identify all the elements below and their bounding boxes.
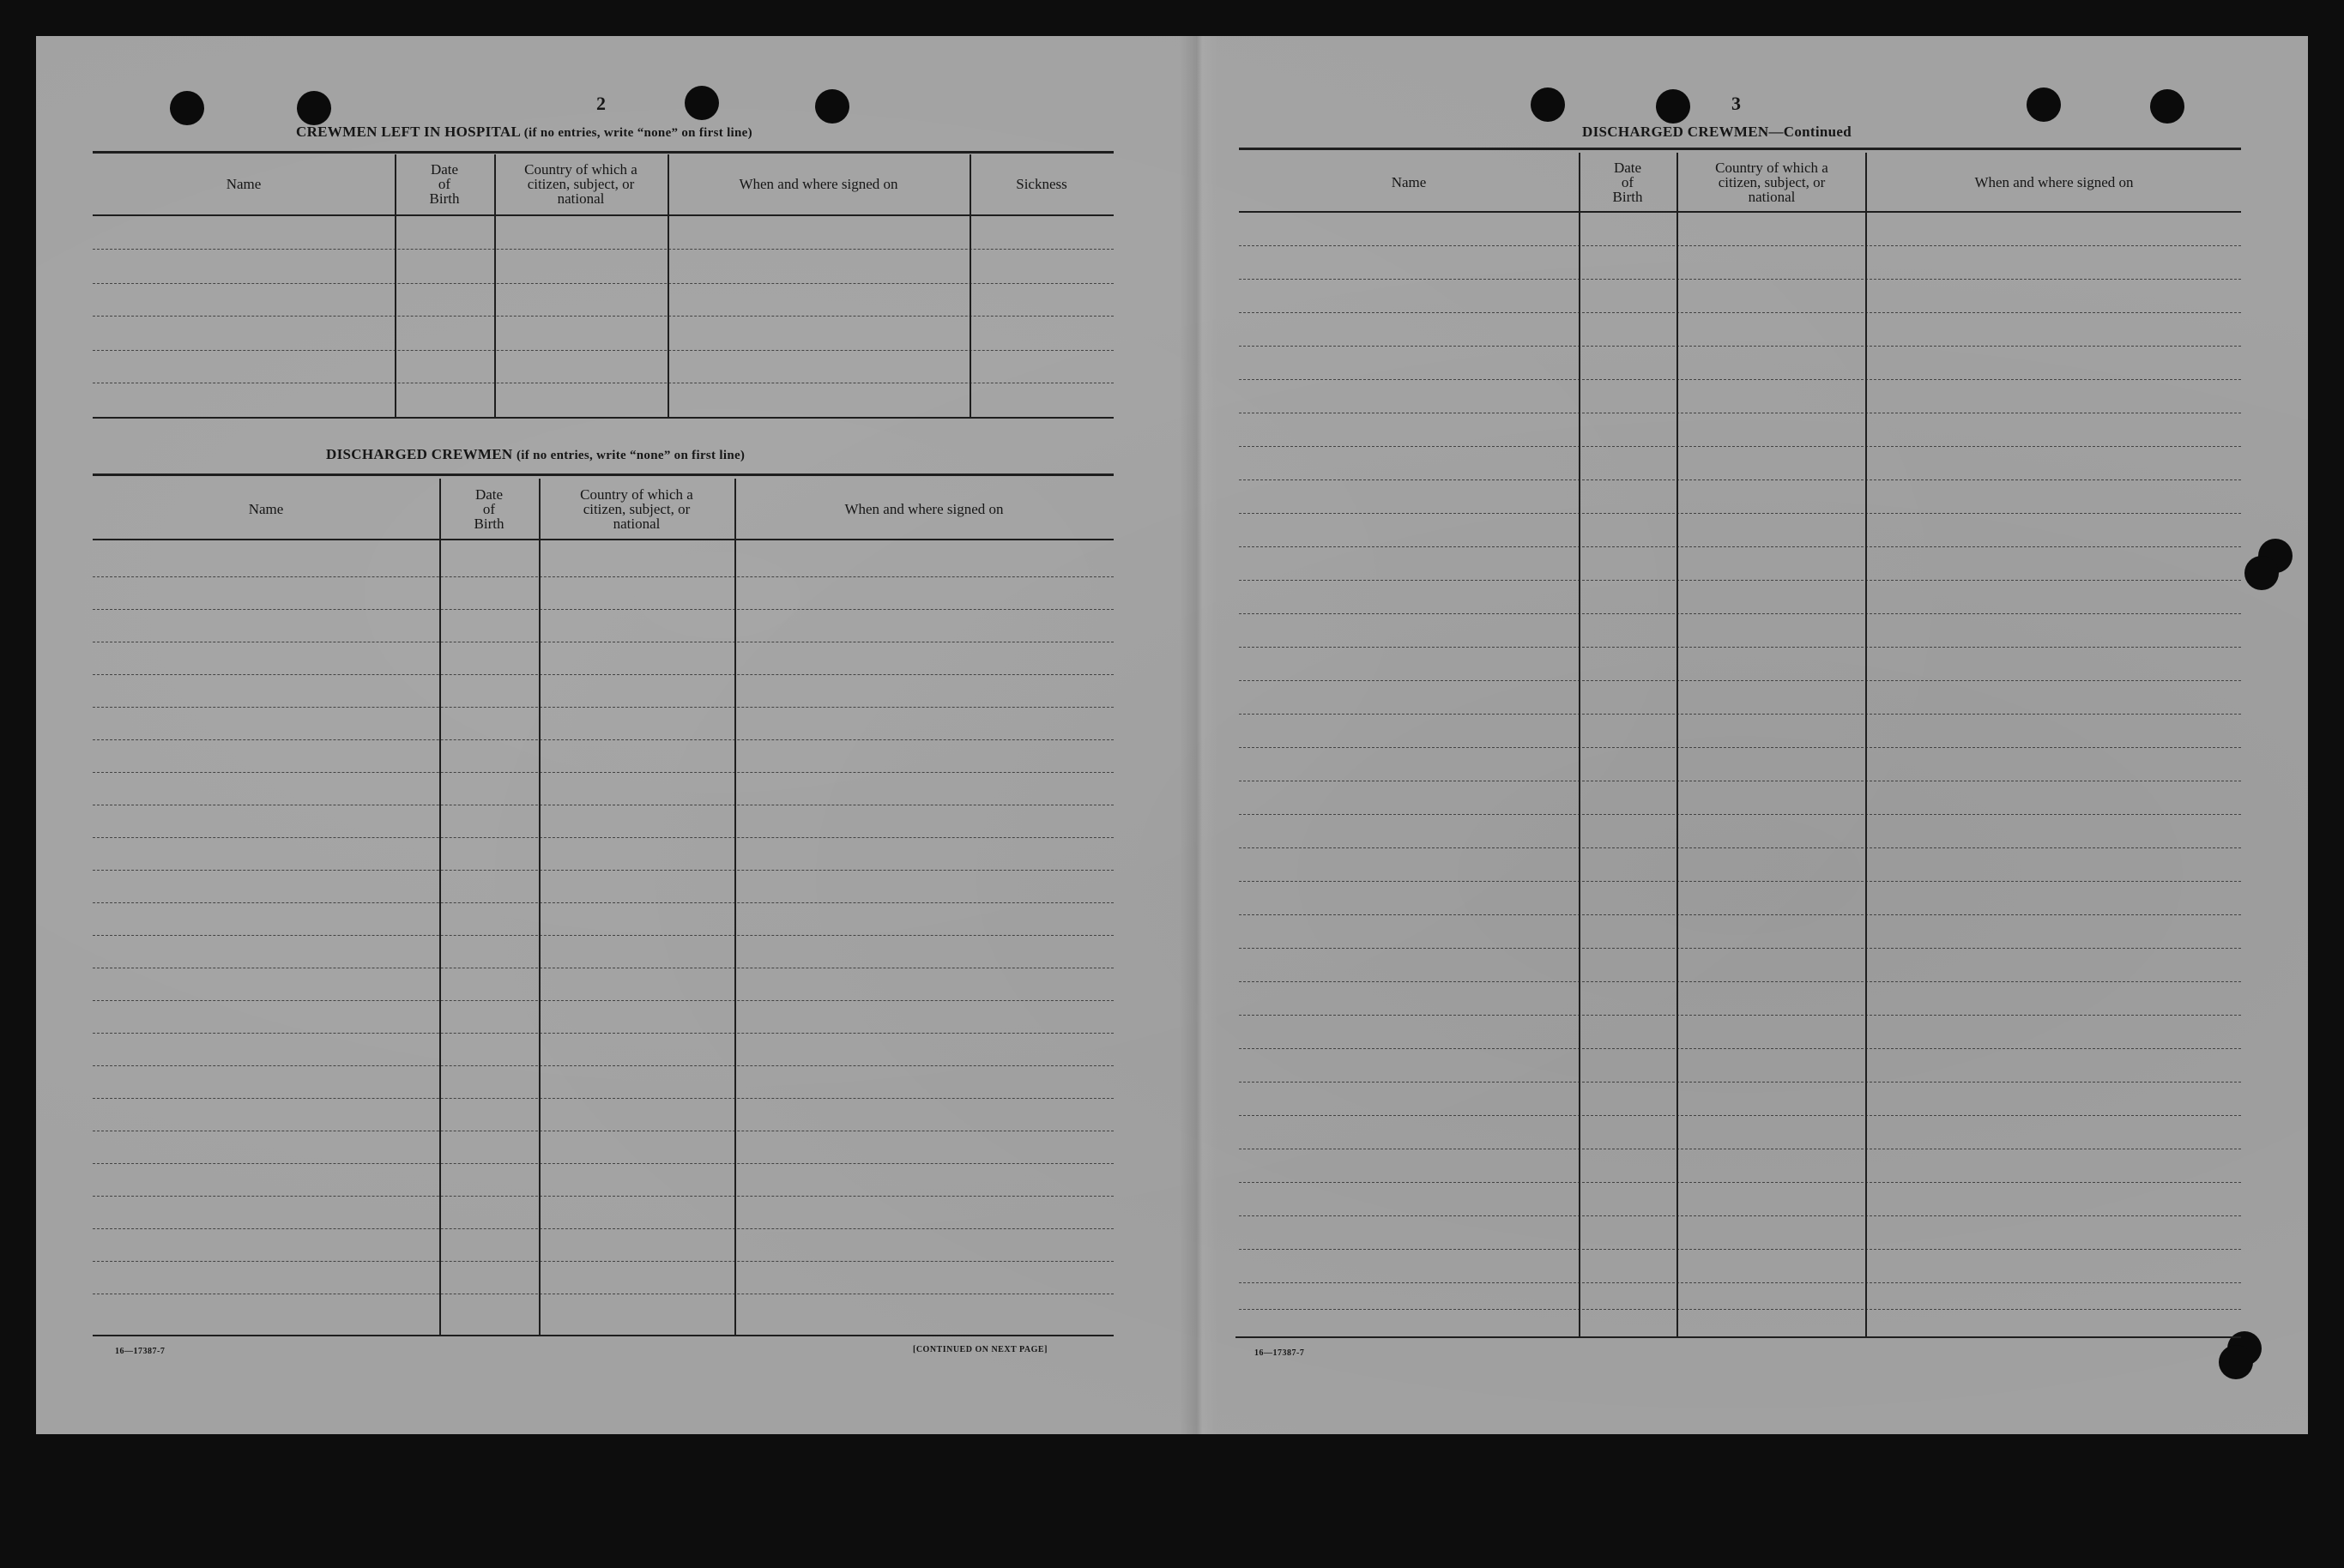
continued-row-line: [1239, 346, 2241, 347]
continued-row-line: [1239, 613, 2241, 614]
punch-hole: [815, 89, 849, 124]
hospital-title-text: CREWMEN LEFT IN HOSPITAL: [296, 124, 521, 140]
continued-row-line: [1239, 479, 2241, 480]
page-fold: [1180, 36, 1217, 1434]
continued-row-line: [1239, 680, 2241, 681]
hospital-col-divider: [970, 154, 971, 417]
continued-row-line: [1239, 747, 2241, 748]
discharged-row-line: [93, 707, 1114, 708]
page-number-left: 2: [596, 93, 606, 114]
discharged-col-country: Country of which a citizen, subject, or national: [580, 485, 693, 532]
discharged-row-line: [93, 1033, 1114, 1034]
hospital-section-title: [296, 124, 752, 141]
punch-hole: [2150, 89, 2184, 124]
discharged-top-rule: [93, 473, 1114, 476]
continued-row-line: [1239, 580, 2241, 581]
continued-row-line: [1239, 245, 2241, 246]
discharged-row-line: [93, 1163, 1114, 1164]
discharged-row-line: [93, 837, 1114, 838]
hospital-col-dob: Date of Birth: [429, 160, 460, 207]
discharged-row-line: [93, 1000, 1114, 1001]
discharged-row-line: [93, 1098, 1114, 1099]
continued-row-line: [1239, 312, 2241, 313]
continued-row-line: [1239, 1282, 2241, 1283]
punch-hole: [2219, 1345, 2253, 1379]
discharged-row-line: [93, 674, 1114, 675]
continued-row-line: [1239, 446, 2241, 447]
discharged-col-divider: [539, 479, 541, 1335]
continued-header-rule: [1239, 211, 2241, 213]
continued-col-divider: [1865, 153, 1867, 1336]
punch-hole: [1531, 87, 1565, 122]
discharged-row-line: [93, 1196, 1114, 1197]
punch-hole: [297, 91, 331, 125]
punch-hole: [170, 91, 204, 125]
continued-col-divider: [1676, 153, 1678, 1336]
discharged-title-text: DISCHARGED CREWMEN: [326, 446, 513, 462]
hospital-col-divider: [668, 154, 669, 417]
discharged-col-divider: [439, 479, 441, 1335]
hospital-row-line: [93, 249, 1114, 250]
discharged-col-name: Name: [248, 500, 284, 517]
continued-col-country: Country of which a citizen, subject, or national: [1715, 159, 1828, 205]
hospital-title-note: (if no entries, write “none” on first line): [523, 126, 752, 140]
continued-note: [CONTINUED ON NEXT PAGE]: [913, 1345, 1048, 1354]
continued-row-line: [1239, 1115, 2241, 1116]
discharged-col-divider: [734, 479, 736, 1335]
continued-row-line: [1239, 513, 2241, 514]
punch-hole: [2027, 87, 2061, 122]
continued-col-dob: Date of Birth: [1612, 159, 1643, 205]
continued-col-name: Name: [1391, 173, 1427, 190]
discharged-row-line: [93, 1065, 1114, 1066]
continued-top-rule: [1239, 148, 2241, 150]
continued-row-line: [1239, 1082, 2241, 1083]
continued-row-line: [1239, 847, 2241, 848]
continued-row-line: [1239, 647, 2241, 648]
continued-row-line: [1239, 1182, 2241, 1183]
discharged-title-note: (if no entries, write “none” on first line): [517, 449, 746, 462]
continued-row-line: [1239, 546, 2241, 547]
hospital-row-line: [93, 283, 1114, 284]
punch-hole: [2244, 556, 2279, 590]
continued-row-line: [1239, 981, 2241, 982]
discharged-row-line: [93, 772, 1114, 773]
continued-col-divider: [1579, 153, 1580, 1336]
continued-row-line: [1239, 1249, 2241, 1250]
continued-row-line: [1239, 1215, 2241, 1216]
hospital-row-line: [93, 350, 1114, 351]
hospital-col-divider: [395, 154, 396, 417]
discharged-row-line: [93, 1228, 1114, 1229]
page-number-right: 3: [1731, 93, 1741, 114]
continued-row-line: [1239, 279, 2241, 280]
discharged-row-line: [93, 576, 1114, 577]
discharged-bottom-rule: [93, 1335, 1114, 1336]
punch-hole: [685, 86, 719, 120]
continued-row-line: [1239, 1048, 2241, 1049]
punch-hole: [1656, 89, 1690, 124]
discharged-row-line: [93, 739, 1114, 740]
discharged-row-line: [93, 902, 1114, 903]
discharged-header-rule: [93, 539, 1114, 540]
continued-row-line: [1239, 914, 2241, 915]
discharged-row-line: [93, 1261, 1114, 1262]
hospital-col-divider: [494, 154, 496, 417]
hospital-header-rule: [93, 214, 1114, 216]
discharged-col-dob: Date of Birth: [474, 485, 504, 532]
continued-row-line: [1239, 714, 2241, 715]
discharged-continued-title: DISCHARGED CREWMEN—Continued: [1582, 124, 1852, 140]
discharged-section-title: [326, 446, 745, 463]
discharged-col-signed: When and where signed on: [844, 500, 1004, 517]
hospital-col-sickness: Sickness: [1016, 175, 1067, 192]
form-number-left: 16—17387-7: [115, 1347, 166, 1356]
hospital-bottom-rule: [93, 417, 1114, 419]
discharged-row-line: [93, 935, 1114, 936]
continued-row-line: [1239, 814, 2241, 815]
continued-row-line: [1239, 948, 2241, 949]
hospital-col-name: Name: [226, 175, 262, 192]
continued-bottom-rule: [1235, 1336, 2241, 1338]
continued-row-line: [1239, 379, 2241, 380]
continued-row-line: [1239, 1015, 2241, 1016]
hospital-col-country: Country of which a citizen, subject, or national: [524, 160, 637, 207]
hospital-top-rule: [93, 151, 1114, 154]
discharged-row-line: [93, 870, 1114, 871]
hospital-row-line: [93, 316, 1114, 317]
continued-col-signed: When and where signed on: [1974, 173, 2134, 190]
hospital-col-signed: When and where signed on: [739, 175, 898, 192]
form-number-right: 16—17387-7: [1254, 1348, 1305, 1358]
continued-row-line: [1239, 881, 2241, 882]
continued-row-line: [1239, 1309, 2241, 1310]
discharged-row-line: [93, 609, 1114, 610]
